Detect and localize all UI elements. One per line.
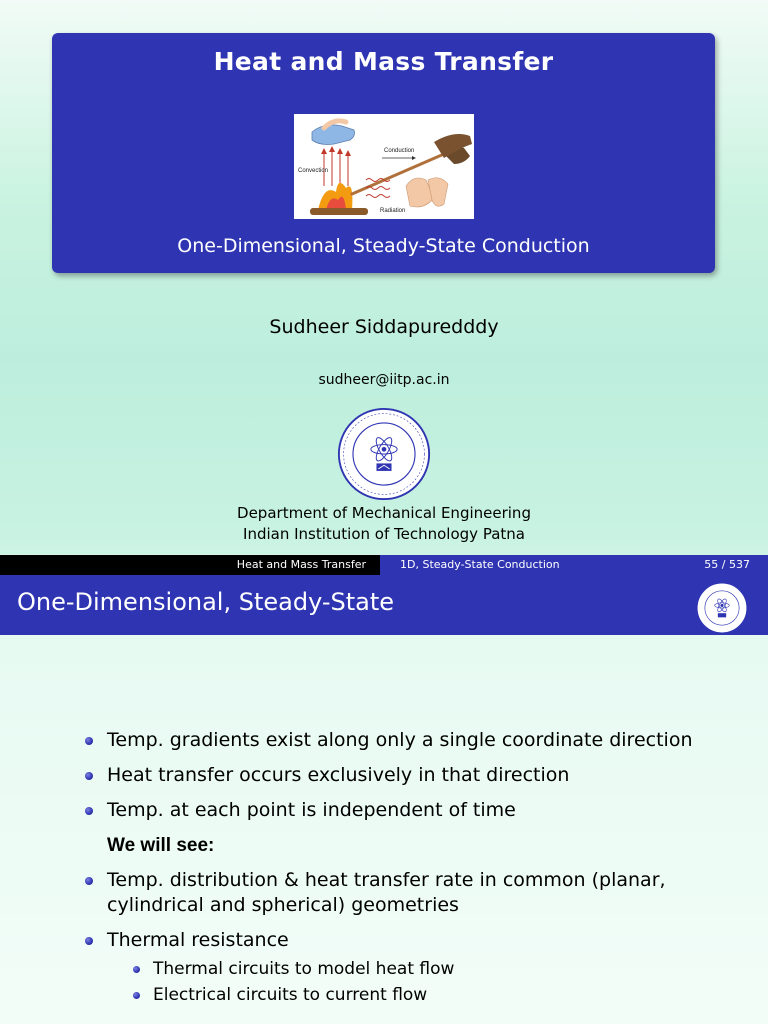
author-email: sudheer@iitp.ac.in — [318, 372, 450, 388]
list-item: Temp. at each point is independent of time — [85, 798, 745, 823]
bullet-icon — [85, 807, 93, 815]
affiliation — [0, 503, 768, 545]
title-box — [52, 33, 715, 273]
list-item: Temp. gradients exist along only a single coordinate direction — [85, 728, 745, 753]
conduction-label: Conduction — [384, 148, 415, 154]
iit-patna-seal-icon — [696, 582, 748, 634]
navbar-section[interactable]: 1D, Steady-State Conduction — [400, 558, 560, 571]
author-name: Sudheer Siddapuredddy — [269, 316, 499, 338]
navbar-left — [0, 555, 380, 575]
bullet-list — [85, 728, 745, 1009]
list-item: Temp. distribution & heat transfer rate in common (planar, cylindrical and spherical) geometries — [85, 868, 745, 918]
navbar-right — [380, 555, 768, 575]
page-number: 55 / 537 — [704, 558, 750, 571]
list-item: Heat transfer occurs exclusively in that direction — [85, 763, 745, 788]
sub-list-item: Electrical circuits to current flow — [85, 983, 745, 1007]
bullet-icon — [85, 772, 93, 780]
bullet-icon — [85, 877, 93, 885]
list-item: Thermal resistance — [85, 928, 745, 953]
convection-label: Convection — [298, 168, 329, 174]
bullet-icon — [85, 737, 93, 745]
bullet-icon — [133, 992, 140, 999]
presentation-subtitle: One-Dimensional, Steady-State Conduction — [177, 235, 590, 257]
section-heading: We will see: — [107, 835, 215, 856]
heat-transfer-illustration — [294, 114, 474, 219]
iit-patna-seal-icon — [337, 407, 431, 501]
frame-title-bar — [0, 575, 768, 635]
sub-list-item: Thermal circuits to model heat flow — [85, 957, 745, 981]
beamer-navbar — [0, 555, 768, 575]
department-name: Department of Mechanical Engineering — [237, 504, 531, 522]
radiation-label: Radiation — [380, 208, 406, 214]
navbar-short-title[interactable]: Heat and Mass Transfer — [236, 558, 366, 571]
bullet-icon — [85, 937, 93, 945]
bullet-icon — [133, 966, 140, 973]
presentation-title: Heat and Mass Transfer — [213, 47, 554, 76]
frame-title: One-Dimensional, Steady-State — [17, 588, 395, 616]
institute-name: Indian Institution of Technology Patna — [243, 525, 525, 543]
